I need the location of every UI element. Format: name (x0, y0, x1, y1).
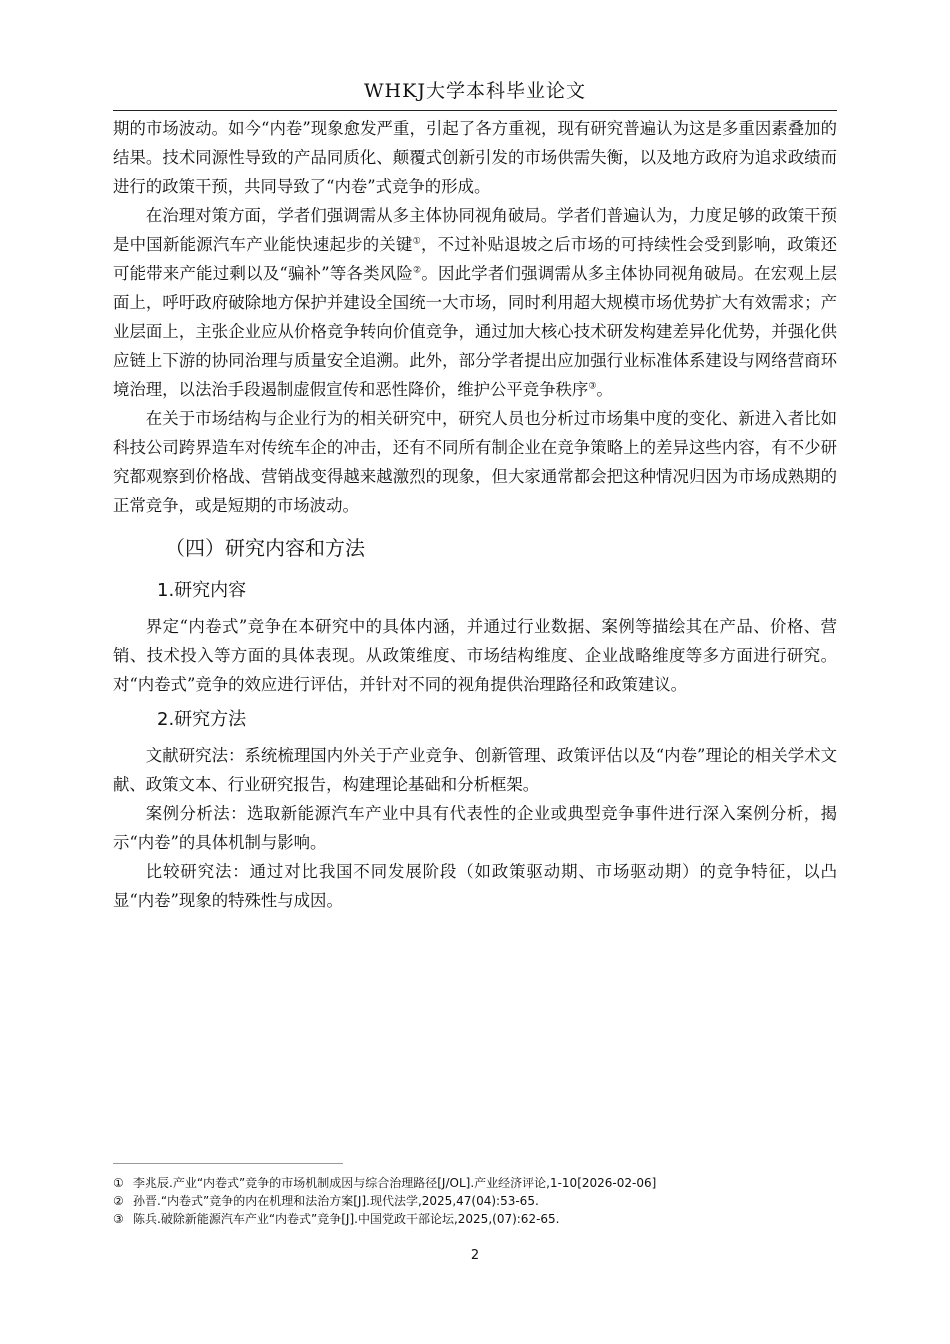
subsection-heading-research-content: 1.研究内容 (157, 580, 247, 601)
paragraph-governance-part3: 。因此学者们强调需从多主体协同视角破局。在宏观上层面上，呼吁政府破除地方保护并建设全国统一大市场，同时利用超大规模市场优势扩大有效需求；产业层面上，主张企业应从价格竞争转向价值竞争，通过加大核心技术研发构建差异化优势，并强化供应链上下游的协同治理与质量安全追溯。此外，部分学者提出应加强行业标准体系建设与网络营商环境治理，以法治手段遏制虚假宣传和恶性降价，维护公平竞争秩序 (113, 264, 838, 399)
footnote-mark: ① (113, 1176, 124, 1190)
footnote-item (113, 1174, 837, 1192)
footnote-mark: ③ (113, 1212, 124, 1226)
footnote-text: 李兆辰.产业“内卷式”竞争的市场机制成因与综合治理路径[J/OL].产业经济评论,1-10[2026-02-06] (133, 1176, 657, 1190)
section-heading-4: （四）研究内容和方法 (165, 536, 365, 560)
footnotes (113, 1174, 837, 1228)
paragraph-governance-part1: 在治理对策方面，学者们强调需从多主体协同视角破局。学者们普遍认为，力度足够的政策干预是中国新能源汽车产业能快速起步的关键 (113, 206, 837, 254)
paragraph-case-method: 案例分析法：选取新能源汽车产业中具有代表性的企业或典型竞争事件进行深入案例分析，揭示“内卷”的具体机制与影响。 (113, 804, 837, 852)
paragraph-governance-end: 。 (596, 380, 613, 399)
paragraph-comparative-method: 比较研究法：通过对比我国不同发展阶段（如政策驱动期、市场驱动期）的竞争特征，以凸显“内卷”现象的特殊性与成因。 (113, 862, 837, 910)
page-number: 2 (470, 1248, 480, 1263)
paragraph-governance-part2: ，不过补贴退坡之后市场的可持续性会受到影响，政策还可能带来产能过剩以及“骗补”等各类风险 (113, 235, 837, 283)
footnote-ref-3[interactable]: ③ (588, 381, 597, 392)
header-title: WHKJ大学本科毕业论文 (364, 80, 586, 102)
footnote-divider (113, 1163, 343, 1164)
page-header (113, 70, 837, 111)
footnote-ref-2[interactable]: ② (413, 265, 422, 276)
paragraph-research-content: 界定“内卷式”竞争在本研究中的具体内涵，并通过行业数据、案例等描绘其在产品、价格、营销、技术投入等方面的具体表现。从政策维度、市场结构维度、企业战略维度等多方面进行研究。对“内卷式”竞争的效应进行评估，并针对不同的视角提供治理路径和政策建议。 (113, 617, 837, 694)
paragraph-governance (113, 201, 837, 404)
footnote-item (113, 1210, 837, 1228)
paragraph-continued: 期的市场波动。如今“内卷”现象愈发严重，引起了各方重视，现有研究普遍认为这是多重因素叠加的结果。技术同源性导致的产品同质化、颠覆式创新引发的市场供需失衡，以及地方政府为追求政绩而进行的政策干预，共同导致了“内卷”式竞争的形成。 (113, 119, 837, 196)
subsection-heading-research-methods: 2.研究方法 (157, 709, 247, 730)
footnote-ref-1[interactable]: ① (412, 236, 422, 247)
paragraph-market-structure: 在关于市场结构与企业行为的相关研究中，研究人员也分析过市场集中度的变化、新进入者比如科技公司跨界造车对传统车企的冲击，还有不同所有制企业在竞争策略上的差异这些内容，有不少研究都观察到价格战、营销战变得越来越激烈的现象，但大家通常都会把这种情况归因为市场成熟期的正常竞争，或是短期的市场波动。 (113, 409, 837, 515)
footnote-mark: ② (113, 1194, 124, 1208)
footnote-text: 陈兵.破除新能源汽车产业“内卷式”竞争[J].中国党政干部论坛,2025,(07):62-65. (133, 1212, 560, 1226)
footnote-item (113, 1192, 837, 1210)
footnote-text: 孙晋.“内卷式”竞争的内在机理和法治方案[J].现代法学,2025,47(04):53-65. (133, 1194, 539, 1208)
paragraph-literature-method: 文献研究法：系统梳理国内外关于产业竞争、创新管理、政策评估以及“内卷”理论的相关学术文献、政策文本、行业研究报告，构建理论基础和分析框架。 (113, 746, 837, 794)
body-text (113, 114, 837, 915)
